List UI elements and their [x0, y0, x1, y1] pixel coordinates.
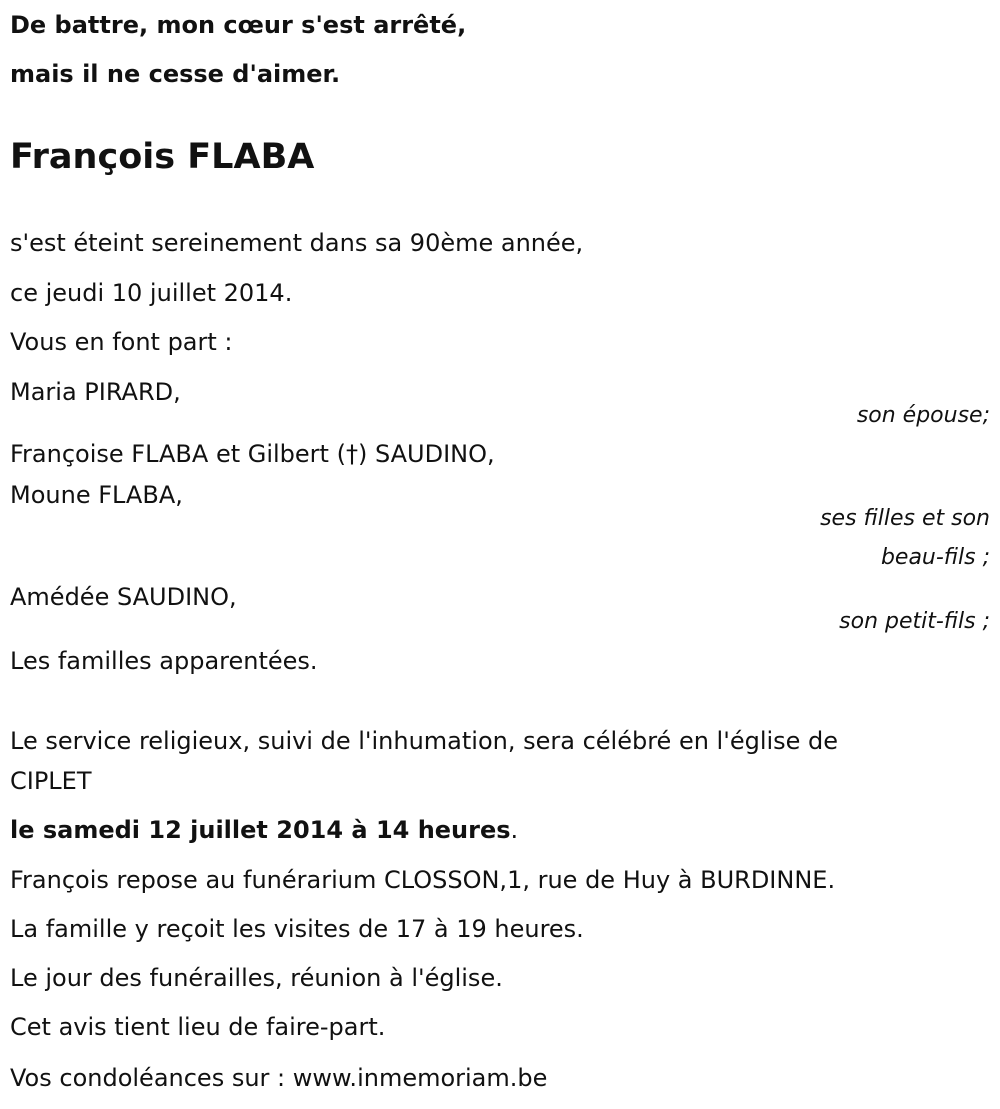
relatives-line: Les familles apparentées. — [10, 647, 318, 675]
spouse-name: Maria PIRARD, — [10, 378, 181, 406]
repose-line: François repose au funérarium CLOSSON,1, rue de Huy à BURDINNE. — [10, 866, 836, 894]
service-line-1: Le service religieux, suivi de l'inhumation, sera célébré en l'église de — [10, 727, 839, 755]
spouse-role: son épouse; — [856, 403, 990, 428]
daughters-role-line-1: ses filles et son — [820, 506, 990, 531]
announcement-line-1: s'est éteint sereinement dans sa 90ème année, — [10, 229, 584, 257]
service-line-2: CIPLET — [10, 767, 92, 795]
epigraph-line-2: mais il ne cesse d'aimer. — [10, 60, 341, 88]
daughters-role-line-2: beau-fils ; — [880, 545, 990, 570]
notice-line: Cet avis tient lieu de faire-part. — [10, 1013, 386, 1041]
grandson-role: son petit-fils ; — [839, 609, 990, 634]
daughter-1: Françoise FLABA et Gilbert (†) SAUDINO, — [10, 440, 495, 468]
epigraph-line-1: De battre, mon cœur s'est arrêté, — [10, 11, 467, 39]
grandson-name: Amédée SAUDINO, — [10, 583, 237, 611]
announcement-line-3: Vous en font part : — [10, 328, 233, 356]
service-date — [10, 815, 518, 845]
service-date-bold: le samedi 12 juillet 2014 à 14 heures — [10, 816, 511, 844]
deceased-name: François FLABA — [10, 137, 315, 177]
condolences-line: Vos condoléances sur : www.inmemoriam.be — [10, 1064, 548, 1092]
visits-line: La famille y reçoit les visites de 17 à 19 heures. — [10, 915, 584, 943]
daughter-2: Moune FLABA, — [10, 481, 183, 509]
service-date-suffix: . — [510, 816, 519, 844]
meeting-line: Le jour des funérailles, réunion à l'église. — [10, 964, 503, 992]
announcement-line-2: ce jeudi 10 juillet 2014. — [10, 279, 293, 307]
